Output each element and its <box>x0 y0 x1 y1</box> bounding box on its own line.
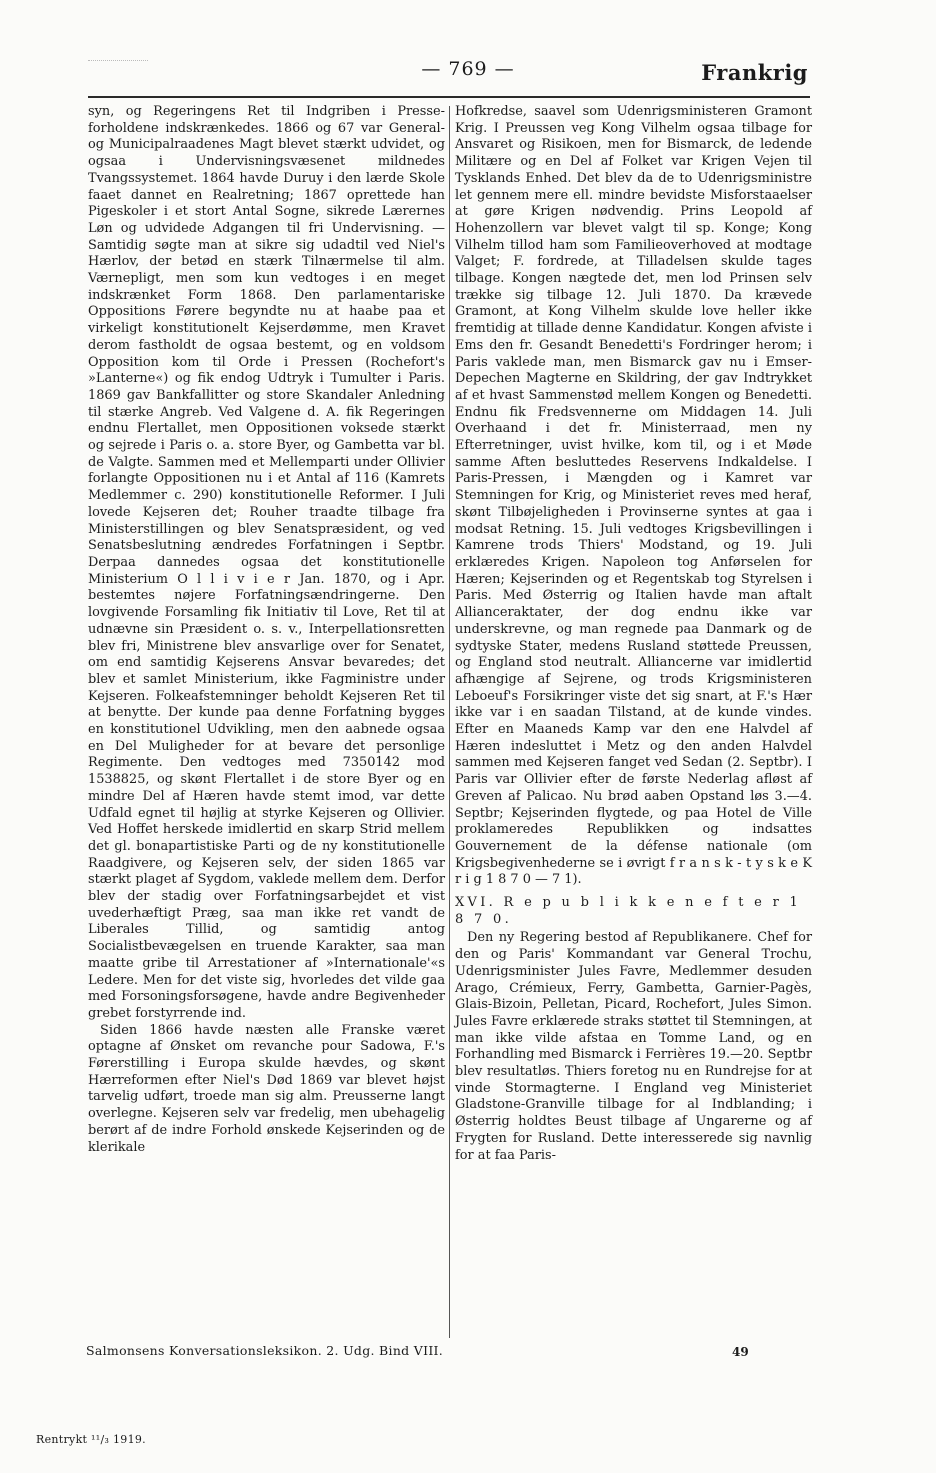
footer-signature: 49 <box>732 1345 749 1359</box>
page-number: — 769 — <box>421 58 515 80</box>
left-column <box>88 104 445 1156</box>
running-head: Frankrig <box>701 60 808 85</box>
column-divider <box>449 106 450 1338</box>
header-rule <box>88 96 810 98</box>
right-paragraph-1: Hofkredse, saavel som Udenrigsministeren Gramont Krig. I Preussen veg Kong Vilhelm ogsaa tilbage for Ansvaret og Risikoen, men for Bismarck, de ledende Militære og en Del af Folket var Krigen Vejen til Tysklands Enhed. Det blev da de to Udenrigsministre let gennem mere ell. mindre bevidste Misforstaaelser at gøre Krigen nødvendig. Prins Leopold af Hohenzollern var blevet valgt til sp. Konge; Kong Vilhelm tillod ham som Familieoverhoved at modtage Valget; F. fordrede, at Tilladelsen skulde tages tilbage. Kongen nægtede det, men lod Prinsen selv trække sig tilbage 12. Juli 1870. Da krævede Gramont, at Kong Vilhelm skulde love heller ikke fremtidig at tillade denne Kandidatur. Kongen afviste i Ems den fr. Gesandt Benedetti's Fordringer herom; i Paris vaklede man, men Bismarck gav nu i Emser-Depechen Magterne en Skildring, der gav Indtrykket af et hvast Sammenstød mellem Kongen og Benedetti. Endnu fik Fredsvennerne om Middagen 14. Juli Overhaand i det fr. Ministerraad, men ny Efterretninger, uvist hvilke, kom til, og i et Møde samme Aften besluttedes Reservens Indkaldelse. I Paris-Pressen, i Mængden og i Kamret var Stemningen for Krig, og Ministeriet reves med heraf, skønt Tilbøjeligheden i Provinserne syntes at gaa i modsat Retning. 15. Juli vedtoges Krigsbevillingen i Kamrene trods Thiers' Modstand, og 19. Juli erklæredes Krigen. Napoleon tog Anførselen for Hæren; Kejserinden og et Regentskab tog Styrelsen i Paris. Med Østerrig og Italien havde man aftalt Allianceraktater, der dog endnu ikke var underskrevne, og man regnede paa Danmark og de sydtyske Stater, medens Rusland støttede Preussen, og England stod neutralt. Alliancerne var imidlertid afhængige af Sejrene, og trods Krigsministeren Leboeuf's Forsikringer viste det sig snart, at F.'s Hær ikke var i en saadan Tilstand, at de kunde vindes. Efter en Maaneds Kamp var den ene Halvdel af Hæren indesluttet i Metz og den anden Halvdel sammen med Kejseren fanget ved Sedan (2. Septbr). I Paris var Ollivier efter de første Nederlag afløst af Greven af Palicao. Nu brød aaben Opstand løs 3.—4. Septbr; Kejserinden flygtede, og paa Hotel de Ville proklameredes Republikken og indsattes Gouvernement de la défense nationale (om Krigsbegivenhederne se i øvrigt f r a n s k - t y s k e K r i g 1 8 7 0 — 7 1). <box>455 104 812 888</box>
section-paragraph-1: Den ny Regering bestod af Republikanere. Chef for den og Paris' Kommandant var General Trochu, Udenrigsminister Jules Favre, Medlemmer desuden Arago, Crémieux, Ferry, Gambetta, Garnier-Pagès, Glais-Bizoin, Pelletan, Picard, Rochefort, Jules Simon. Jules Favre erklærede straks støttet til Stemningen, at man ikke vilde afstaa en Tomme Land, og en Forhandling med Bismarck i Ferrières 19.—20. Septbr blev resultatløs. Thiers foretog nu en Rundrejse for at vinde Stormagterne. I England veg Ministeriet Gladstone-Granville tilbage for al Indblanding; i Østerrig holdtes Beust tilbage af Ungarerne og af Frygten for Rusland. Dette interesserede sig navnlig for at faa Paris- <box>455 930 812 1163</box>
reprint-note: Rentrykt ¹¹/₃ 1919. <box>36 1433 146 1446</box>
section-heading: XVI. R e p u b l i k k e n e f t e r 1 8 7 0. <box>455 895 802 927</box>
right-column <box>455 104 812 1164</box>
left-paragraph-2: Siden 1866 havde næsten alle Franske været optagne af Ønsket om revanche pour Sadowa, F.'s Førerstilling i Europa skulde hævdes, og skønt Hærreformen efter Niel's Død 1869 var blevet højst tarvelig udført, troede man sig alm. Preusserne langt overlegne. Kejseren selv var fredelig, men ubehagelig berørt af de indre Forhold ønskede Kejserinden og de klerikale <box>88 1022 445 1155</box>
footer-work-title: Salmonsens Konversationsleksikon. 2. Udg. Bind VIII. <box>86 1343 444 1358</box>
left-paragraph-1: syn, og Regeringens Ret til Indgriben i Presse-forholdene indskrænkedes. 1866 og 67 var General- og Municipalraadenes Magt blevet stærkt udvidet, og ogsaa i Undervisningsvæsenet mildnedes Tvangssystemet. 1864 havde Duruy i den lærde Skole faaet dannet en Realretning; 1867 oprettede han Pigeskoler i et stort Antal Sogne, sikrede Lærernes Løn og udvidede Adgangen til fri Undervisning. — Samtidig søgte man at sikre sig udadtil ved Niel's Hærlov, der betød en stærk Tilnærmelse til alm. Værnepligt, men som kun vedtoges i en meget indskrænket Form 1868. Den parlamentariske Oppositions Førere begyndte nu at haabe paa et virkeligt konstitutionelt Kejserdømme, men Kravet derom fastholdt de ogsaa bestemt, og en voldsom Opposition kom til Orde i Pressen (Rochefort's »Lanterne«) og fik endog Udtryk i Tumulter i Paris. 1869 gav Bankfallitter og store Skandaler Anledning til stærke Angreb. Ved Valgene d. A. fik Regeringen endnu Flertallet, men Oppositionen voksede stærkt og sejrede i Paris o. a. store Byer, og Gambetta var bl. de Valgte. Sammen med et Mellemparti under Ollivier forlangte Oppositionen nu i et Antal af 116 (Kamrets Medlemmer c. 290) konstitutionelle Reformer. I Juli lovede Kejseren det; Rouher traadte tilbage fra Ministerstillingen og blev Senatspræsident, og ved Senatsbeslutning ændredes Forfatningen i Septbr. Derpaa dannedes ogsaa det konstitutionelle Ministerium O l l i v i e r Jan. 1870, og i Apr. bestemtes nøjere Forfatningsændringerne. Den lovgivende Forsamling fik Initiativ til Love, Ret til at udnævne sin Præsident o. s. v., Interpellationsretten blev fri, Ministrene blev ansvarlige over for Senatet, om end samtidig Kejserens Ansvar bevaredes; det blev et samlet Ministerium, ikke Fagministre under Kejseren. Folkeafstemninger beholdt Kejseren Ret til at benytte. Der kunde paa denne Forfatning bygges en konstitutionel Udvikling, men den aabnede ogsaa en Del Muligheder for at bevare det personlige Regimente. Den vedtoges med 7350142 mod 1538825, og skønt Flertallet i de store Byer og en mindre Del af Hæren havde stemt imod, var dette Udfald egnet til højlig at styrke Kejseren og Ollivier. Ved Hoffet herskede imidlertid en skarp Strid mellem det gl. bonapartistiske Parti og de ny konstitutionelle Raadgivere, og Kejseren selv, der siden 1865 var stærkt plaget af Sygdom, vaklede mellem dem. Derfor blev der stadig over Forfatningsarbejdet et vist uvederhæftigt Præg, saa man ikke ret vandt de Liberales Tillid, og samtidig antog Socialistbevægelsen en truende Karakter, saa man maatte gribe til Arrestationer af »Internationale'«s Ledere. Men for det viste sig, hvorledes det vilde gaa med Forsoningsforsøgene, havde andre Begivenheder grebet forstyrrende ind. <box>88 104 445 1021</box>
